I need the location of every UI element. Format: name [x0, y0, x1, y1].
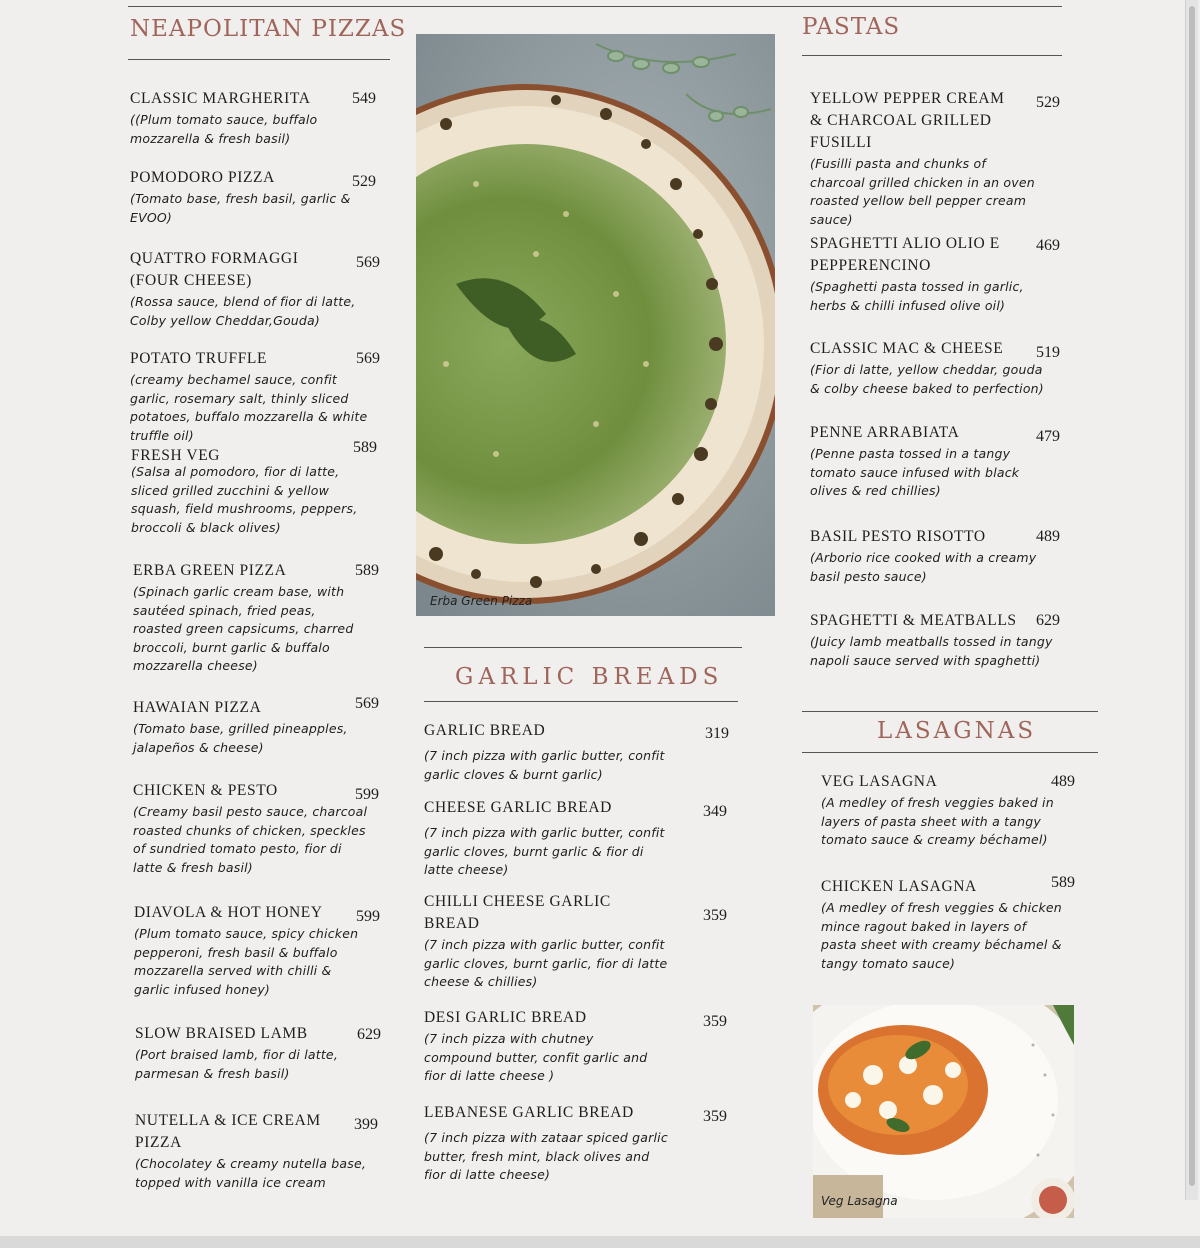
- menu-item-spaghetti-meatballs: [810, 610, 1060, 670]
- item-name: CLASSIC MAC & CHEESE: [810, 340, 1004, 357]
- item-description: (7 inch pizza with zataar spiced garlic butter, fresh mint, black olives and fior di latte cheese): [424, 1130, 668, 1182]
- item-description: (Chocolatey & creamy nutella base, topped with vanilla ice cream: [135, 1156, 367, 1190]
- item-description: (Spaghetti pasta tossed in garlic, herbs & chilli infused olive oil): [810, 279, 1024, 313]
- item-description: (7 inch pizza with chutney compound butter, confit garlic and fior di latte cheese ): [424, 1031, 648, 1083]
- item-price: 589: [353, 439, 377, 456]
- item-price: 569: [356, 350, 380, 367]
- item-price: 349: [703, 803, 727, 820]
- item-description: (Spinach garlic cream base, with sautéed spinach, fried peas, roasted green capsicums, charred broccoli, burnt garlic & buffalo mozzarella cheese): [133, 584, 354, 673]
- item-price: 479: [1036, 428, 1060, 445]
- item-price: 399: [354, 1116, 378, 1133]
- item-name: POMODORO PIZZA: [130, 169, 275, 186]
- scrollbar-thumb[interactable]: [1189, 6, 1195, 1186]
- item-price: 489: [1051, 773, 1075, 790]
- garlic-breads-heading: GARLIC BREADS: [455, 664, 724, 690]
- item-description: (Fusilli pasta and chunks of charcoal grilled chicken in an oven roasted yellow bell pepper cream sauce): [810, 156, 1035, 227]
- item-name: YELLOW PEPPER CREAM & CHARCOAL GRILLED FUSILLI: [810, 90, 1005, 151]
- bottom-edge: [0, 1236, 1200, 1248]
- lasagnas-heading: LASAGNAS: [877, 718, 1037, 744]
- pizzas-heading-rule: [128, 59, 390, 60]
- item-name: CLASSIC MARGHERITA: [130, 90, 311, 107]
- menu-item-veg-lasagna: [821, 771, 1075, 850]
- pizzas-heading: NEAPOLITAN PIZZAS: [130, 16, 407, 42]
- garlic-breads-top-rule: [424, 647, 742, 648]
- item-description: (Juicy lamb meatballs tossed in tangy napoli sauce served with spaghetti): [810, 634, 1053, 668]
- item-description: (Plum tomato sauce, spicy chicken pepperoni, fresh basil & buffalo mozzarella served with chilli & garlic infused honey): [134, 926, 359, 997]
- item-description: (Fior di latte, yellow cheddar, gouda & colby cheese baked to perfection): [810, 362, 1044, 396]
- item-name: FRESH VEG: [131, 447, 221, 464]
- garlic-breads-bottom-rule: [424, 701, 738, 702]
- menu-item-fresh-veg: [131, 439, 377, 537]
- item-price: 359: [703, 1108, 727, 1125]
- item-name: CHILLI CHEESE GARLIC BREAD: [424, 893, 611, 932]
- item-description: (7 inch pizza with garlic butter, confit garlic cloves & burnt garlic): [424, 748, 665, 782]
- item-description: (7 inch pizza with garlic butter, confit garlic cloves, burnt garlic, fior di latte cheese & chillies): [424, 937, 668, 989]
- pizza-photo-caption: Erba Green Pizza: [430, 594, 533, 608]
- item-description: (7 inch pizza with garlic butter, confit garlic cloves, burnt garlic & fior di latte cheese): [424, 825, 665, 877]
- item-description: (Tomato base, fresh basil, garlic & EVOO): [130, 191, 351, 225]
- item-name: ERBA GREEN PIZZA: [133, 562, 287, 579]
- pizzas-top-rule: [128, 6, 1062, 7]
- menu-item-yellow-pepper-fusilli: [810, 88, 1060, 229]
- pastas-heading: PASTAS: [802, 14, 901, 40]
- item-description: (Rossa sauce, blend of fior di latte, Colby yellow Cheddar,Gouda): [130, 294, 356, 328]
- item-price: 599: [356, 908, 380, 925]
- menu-item-pomodoro-pizza: [130, 167, 376, 227]
- item-price: 569: [355, 695, 379, 712]
- item-price: 589: [1051, 874, 1075, 891]
- menu-item-lebanese-garlic-bread: [424, 1102, 729, 1185]
- item-description: ((Plum tomato sauce, buffalo mozzarella & fresh basil): [130, 112, 318, 146]
- lasagna-photo-caption: Veg Lasagna: [821, 1194, 898, 1208]
- item-name: SLOW BRAISED LAMB: [135, 1025, 308, 1042]
- item-description: (Port braised lamb, fior di latte, parmesan & fresh basil): [135, 1047, 338, 1081]
- item-price: 469: [1036, 237, 1060, 254]
- item-price: 359: [703, 907, 727, 924]
- item-name: LEBANESE GARLIC BREAD: [424, 1104, 634, 1121]
- menu-item-hawaian-pizza: [133, 697, 379, 757]
- item-description: (Tomato base, grilled pineapples, jalapeños & cheese): [133, 721, 348, 755]
- menu-item-slow-braised-lamb: [135, 1023, 381, 1083]
- item-name: GARLIC BREAD: [424, 722, 546, 739]
- item-name: CHICKEN & PESTO: [133, 782, 278, 799]
- item-price: 489: [1036, 528, 1060, 545]
- item-name: BASIL PESTO RISOTTO: [810, 528, 986, 545]
- menu-item-chicken-pesto: [133, 780, 379, 877]
- item-name: PENNE ARRABIATA: [810, 424, 960, 441]
- pizza-photo: [416, 34, 775, 616]
- item-price: 599: [355, 786, 379, 803]
- item-price: 519: [1036, 344, 1060, 361]
- menu-item-classic-margherita: [130, 88, 376, 148]
- menu-item-chicken-lasagna: [821, 876, 1075, 973]
- item-name: SPAGHETTI & MEATBALLS: [810, 612, 1017, 629]
- item-name: POTATO TRUFFLE: [130, 350, 268, 367]
- item-description: (Creamy basil pesto sauce, charcoal roasted chunks of chicken, speckles of sundried tomato pesto, fior di latte & fresh basil): [133, 804, 368, 875]
- item-price: 549: [352, 90, 376, 107]
- menu-item-penne-arrabiata: [810, 422, 1060, 501]
- item-name: SPAGHETTI ALIO OLIO E PEPPERENCINO: [810, 235, 1000, 274]
- item-name: NUTELLA & ICE CREAM PIZZA: [135, 1112, 321, 1151]
- item-description: (Arborio rice cooked with a creamy basil pesto sauce): [810, 550, 1037, 584]
- menu-item-quattro-formaggi: [130, 248, 380, 330]
- item-description: (Penne pasta tossed in a tangy tomato sauce infused with black olives & red chillies): [810, 446, 1020, 498]
- item-name: DIAVOLA & HOT HONEY: [134, 904, 323, 921]
- item-description: (A medley of fresh veggies & chicken mince ragout baked in layers of pasta sheet with creamy béchamel & tangy tomato sauce): [821, 900, 1062, 971]
- item-price: 319: [705, 725, 729, 742]
- menu-item-classic-mac-cheese: [810, 338, 1060, 398]
- veg-lasagna-image: [813, 1005, 1074, 1218]
- item-description: (Salsa al pomodoro, fior di latte, sliced grilled zucchini & yellow squash, field mushrooms, peppers, broccoli & black olives): [131, 464, 358, 535]
- menu-item-spaghetti-alio-olio: [810, 233, 1060, 315]
- lasagnas-bottom-rule: [802, 752, 1098, 753]
- item-name: CHICKEN LASAGNA: [821, 878, 977, 895]
- item-name: DESI GARLIC BREAD: [424, 1009, 587, 1026]
- item-name: HAWAIAN PIZZA: [133, 699, 262, 716]
- lasagna-photo: [813, 1005, 1074, 1218]
- erba-green-pizza-image: [416, 34, 775, 616]
- menu-item-nutella-ice-cream: [135, 1110, 378, 1192]
- item-name: CHEESE GARLIC BREAD: [424, 799, 612, 816]
- menu-item-basil-pesto-risotto: [810, 526, 1060, 586]
- item-price: 629: [1036, 612, 1060, 629]
- lasagnas-top-rule: [802, 711, 1098, 712]
- item-price: 529: [352, 173, 376, 190]
- item-description: (creamy bechamel sauce, confit garlic, rosemary salt, thinly sliced potatoes, buffalo mozzarella & white truffle oil): [130, 372, 368, 443]
- item-price: 569: [356, 254, 380, 271]
- item-price: 359: [703, 1013, 727, 1030]
- item-price: 629: [357, 1026, 381, 1043]
- menu-item-garlic-bread: [424, 720, 729, 784]
- menu-item-erba-green-pizza: [133, 560, 379, 676]
- item-name: VEG LASAGNA: [821, 773, 938, 790]
- item-description: (A medley of fresh veggies baked in layers of pasta sheet with a tangy tomato sauce & creamy béchamel): [821, 795, 1054, 847]
- menu-item-cheese-garlic-bread: [424, 797, 729, 880]
- menu-item-desi-garlic-bread: [424, 1007, 729, 1086]
- item-price: 589: [355, 562, 379, 579]
- item-name: QUATTRO FORMAGGI (FOUR CHEESE): [130, 250, 299, 289]
- menu-item-potato-truffle: [130, 348, 380, 445]
- menu-item-diavola-hot-honey: [134, 902, 380, 999]
- item-price: 529: [1036, 94, 1060, 111]
- menu-item-chilli-cheese-garlic-bread: [424, 891, 729, 992]
- scrollbar[interactable]: [1185, 0, 1198, 1200]
- pastas-heading-rule: [802, 55, 1062, 56]
